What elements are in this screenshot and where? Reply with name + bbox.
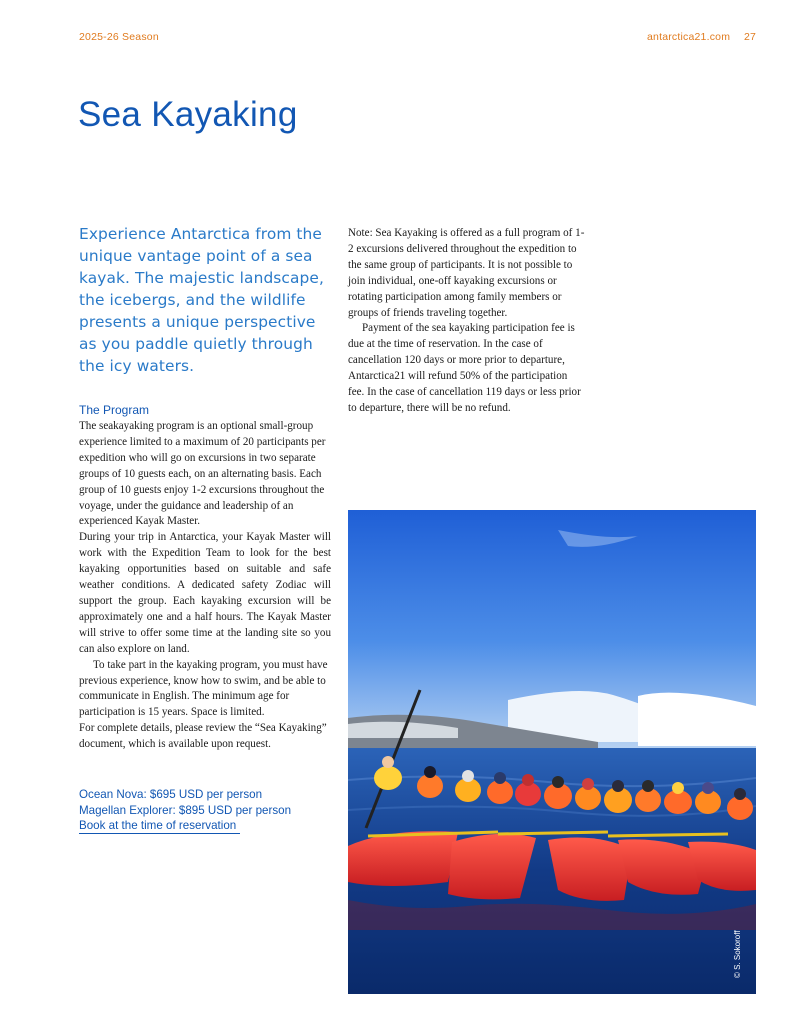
program-paragraph: To take part in the kayaking program, you must have previous experience, know how to swim, and be able to communicate in English. The minimum age for participation is 15 years. Space is limited. bbox=[79, 658, 328, 719]
intro-text: Experience Antarctica from the unique vantage point of a sea kayak. The majestic landscape, the icebergs, and the wildlife presents a unique perspective as you paddle quietly through the icy waters. bbox=[79, 225, 324, 375]
page-number: 27 bbox=[744, 31, 757, 43]
note-paragraph: Note: Sea Kayaking is offered as a full program of 1-2 excursions delivered throughout the expedition to the same group of participants. It is not possible to join individual, one-off kayaking excursions or rotating participation among family members or groups of friends traveling together. bbox=[348, 227, 585, 319]
kayak-photo bbox=[348, 510, 756, 994]
kayak-photo-illustration bbox=[348, 510, 756, 994]
program-heading: The Program bbox=[79, 403, 150, 417]
program-body bbox=[79, 419, 331, 753]
payment-paragraph: Payment of the sea kayaking participation fee is due at the time of reservation. In the case of cancellation 120 days or more prior to departure, Antarctica21 will refund 50% of the participation fee. In the case of cancellation 119 days or less prior to departure, there will be no refund. bbox=[348, 322, 581, 414]
photo-credit: © S. Sokoroff bbox=[733, 930, 742, 978]
pricing-block bbox=[79, 787, 291, 834]
program-paragraph: During your trip in Antarctica, your Kayak Master will work with the Expedition Team to look for the best kayaking opportunities based on suitable and safe weather conditions. A dedicated safety Zodiac will support the group. Each kayaking excursion will be approximately one and a half hours. The Kayak Master will strive to offer some time at the landing site so you can also explore on land. bbox=[79, 531, 331, 655]
book-note-link[interactable]: Book at the time of reservation bbox=[79, 819, 240, 834]
program-paragraph: For complete details, please review the “Sea Kayaking” document, which is available upon request. bbox=[79, 722, 327, 751]
magellan-explorer-price: Magellan Explorer: $895 USD per person bbox=[79, 803, 292, 817]
website-link[interactable]: antarctica21.com bbox=[647, 31, 731, 43]
note-body bbox=[348, 226, 586, 417]
ocean-nova-price: Ocean Nova: $695 USD per person bbox=[79, 788, 263, 801]
program-paragraph: The seakayaking program is an optional small-group experience limited to a maximum of 20 participants per expedition who will go on excursions in two separate groups of 10 guests each, on an alternating basis. Each group of 10 guests enjoy 1-2 excursions throughout the voyage, under the guidance and leadership of an experienced Kayak Master. bbox=[79, 420, 326, 528]
season-label: 2025-26 Season bbox=[79, 31, 159, 43]
page-title: Sea Kayaking bbox=[78, 95, 298, 134]
